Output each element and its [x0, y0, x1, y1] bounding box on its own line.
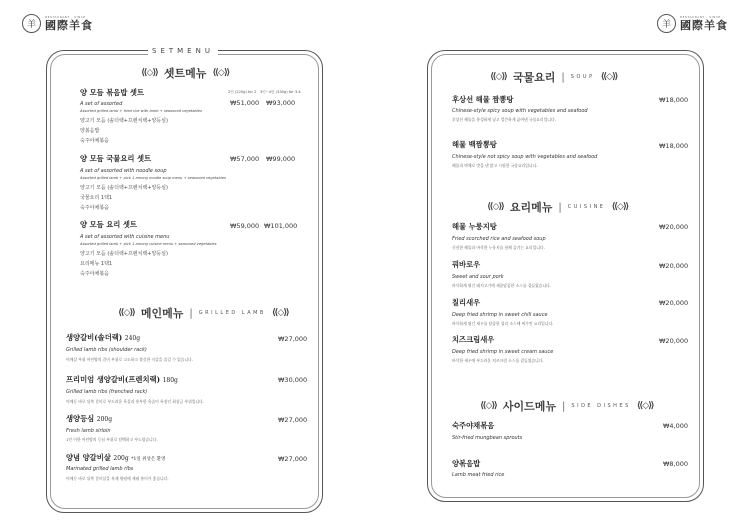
cuisine-item-desc: 바삭한 새우에 부드러운 치즈크림 소스를 곁들였습니다.	[452, 358, 544, 363]
brand-logo-left	[22, 14, 93, 33]
set-line: 숙주야채볶음	[80, 138, 109, 144]
cuisine-item-price: ₩20,000	[659, 223, 689, 231]
set-line: 양고기 모듬 (솔더랙+프렌치랙+양등심)	[80, 118, 168, 124]
set-item-en-detail: Assorted grilled lamb + pick 1 among noodle soup menu + seasoned vegetables	[80, 176, 226, 180]
col-header-3-4: 3인~4인 (330g) for 3-4	[260, 90, 301, 94]
ornament-icon: ⟪◇⟫	[141, 68, 158, 78]
soup-item-en: Chinese-style not spicy soup with vegetables and seafood	[452, 154, 598, 160]
cuisine-item-desc: 바삭하게 튀긴 돼지고기에 새콤달콤한 소스를 곁들였습니다.	[452, 283, 551, 288]
cuisine-item-desc: 바삭하게 튀긴 새우를 달콤한 칠리 소스에 버무린 요리입니다.	[452, 321, 554, 326]
set-item-en: A set of assorted with cuisine menu	[80, 234, 170, 240]
side-item-en: Stir-fried mungbean sprouts	[452, 435, 523, 441]
set-line: 양고기 모듬 (솔더랙+프렌치랙+양등심)	[80, 251, 168, 257]
set-item-name: 양 모듬 국물요리 셋트	[80, 154, 152, 163]
side-item-name: 숙주야채볶음	[452, 421, 495, 430]
cuisine-item-name: 꿔바로우	[452, 260, 481, 269]
set-price-2: ₩51,000	[230, 99, 260, 107]
main-item-name: 생양갈비(솔더랙) 240g	[66, 333, 141, 342]
set-price-3-4: ₩93,000	[266, 99, 296, 107]
brand-seal: 羊	[22, 14, 41, 33]
setmenu-tag: SETMENU	[148, 47, 218, 55]
side-title: ⟪◇⟫ 사이드메뉴 | SIDE DISHES ⟪◇⟫	[480, 400, 654, 413]
ornament-icon: ⟪◇⟫	[487, 202, 504, 212]
set-item-en-detail: Assorted grilled lamb + pick 1 among cuisine menu + seasoned vegetables	[80, 242, 217, 246]
ornament-icon: ⟪◇⟫	[212, 68, 230, 78]
side-item-price: ₩8,000	[663, 460, 689, 468]
brand-sub: RESTAURANT · SINCE	[45, 15, 86, 19]
cuisine-item-price: ₩20,000	[659, 337, 689, 345]
set-line: 양고기 모듬 (솔더랙+프렌치랙+양등심)	[80, 185, 168, 191]
set-line: 숙주야채볶음	[80, 271, 109, 277]
main-item-en: Fresh lamb sirloin	[66, 428, 111, 434]
set-line: 요리메뉴 1택1	[80, 261, 113, 267]
ornament-icon: ⟪◇⟫	[636, 401, 654, 411]
side-item-name: 양볶음밥	[452, 459, 481, 468]
brand-sub: RESTAURANT · SINCE	[680, 15, 721, 19]
set-line: 숙주야채볶음	[80, 205, 109, 211]
ornament-icon: ⟪◇⟫	[480, 401, 497, 411]
main-item-desc: 1인 이한 어린양의 등심 부위로 담백하고 부드럽습니다.	[66, 437, 158, 442]
soup-item-price: ₩18,000	[659, 142, 689, 150]
main-item-name: 양념 양갈비살 200g *1일 위상은 환영	[66, 453, 166, 462]
soup-item-en: Chinese-style spicy soup with vegetables and seafood	[452, 108, 588, 114]
main-item-desc: 어깨살 부위 어린양의 갈비 부위로 고소하고 쫄깃한 식감을 즐길 수 있습니다.	[66, 357, 193, 362]
brand-name: 國際羊食	[680, 19, 728, 32]
cuisine-item-name: 치즈크림새우	[452, 335, 495, 344]
ornament-icon: ⟪◇⟫	[490, 72, 507, 82]
soup-item-name: 후상선 해물 짬뽕탕	[452, 95, 514, 104]
cuisine-item-price: ₩20,000	[659, 262, 689, 270]
main-item-name: 생양등심 200g	[66, 414, 113, 423]
cuisine-item-name: 칠리새우	[452, 298, 481, 307]
set-menu-title: ⟪◇⟫ 셋트메뉴 ⟪◇⟫	[141, 67, 230, 80]
main-item-price: ₩27,000	[278, 335, 308, 343]
set-price-2: ₩59,000	[230, 222, 260, 230]
brand-seal: 羊	[657, 14, 676, 33]
main-item-en: Grilled lamb ribs (frenched rack)	[66, 389, 148, 395]
set-price-3-4: ₩101,000	[264, 222, 298, 230]
set-item-name: 양 모듬 요리 셋트	[80, 220, 137, 229]
brand-logo-right	[657, 14, 728, 33]
set-line: 국물요리 1택1	[80, 195, 113, 201]
set-price-3-4: ₩99,000	[266, 155, 296, 163]
ornament-icon: ⟪◇⟫	[600, 72, 618, 82]
soup-item-name: 해물 백짬뽕탕	[452, 140, 497, 149]
set-item-en: A set of assorted with noodle soup	[80, 168, 167, 174]
main-item-name: 프리미엄 생양갈비(프렌치랙) 180g	[66, 375, 178, 384]
main-item-en: Marinated grilled lamb ribs	[66, 466, 134, 472]
soup-item-desc: 해물과 야채로 맛을 낸 맑고 시원한 국물요리입니다.	[452, 163, 538, 168]
main-item-en: Grilled lamb ribs (shoulder rack)	[66, 347, 147, 353]
soup-item-price: ₩18,000	[659, 96, 689, 104]
cuisine-title: ⟪◇⟫ 요리메뉴 | CUISINE ⟪◇⟫	[487, 201, 629, 214]
main-item-price: ₩27,000	[278, 455, 308, 463]
cuisine-item-en: Deep fried shrimp in sweet chili sauce	[452, 312, 548, 318]
set-item-name: 양 모듬 볶음밥 셋트	[80, 88, 145, 97]
ornament-icon: ⟪◇⟫	[611, 202, 629, 212]
main-item-desc: 어깨등 바로 뒤쪽 갈비로 부드러운 육질과 풍부한 육즙이 특징인 최상급 부위입니다.	[66, 399, 204, 404]
cuisine-item-price: ₩20,000	[659, 299, 689, 307]
soup-item-desc: 후상선 해물을 풍성하게 넣고 얼큰하게 끓여낸 국물요리입니다.	[452, 117, 556, 122]
cuisine-item-en: Deep fried shrimp in sweet cream sauce	[452, 349, 554, 355]
main-item-desc: 어깨등 바로 뒤쪽 갈비살을 특제 양념에 재워 풍미가 좋습니다.	[66, 476, 169, 481]
main-item-price: ₩27,000	[278, 416, 308, 424]
cuisine-item-en: Sweet and sour pork	[452, 274, 504, 280]
main-item-price: ₩30,000	[278, 376, 308, 384]
soup-title: ⟪◇⟫ 국물요리 | SOUP ⟪◇⟫	[490, 71, 618, 84]
brand-name: 國際羊食	[45, 19, 93, 32]
side-item-price: ₩4,000	[663, 422, 689, 430]
main-menu-title: ⟪◇⟫ 메인메뉴 | GRILLED LAMB ⟪◇⟫	[118, 307, 289, 320]
cuisine-item-desc: 신선한 해물과 바삭한 누룽지를 함께 즐기는 요리입니다.	[452, 245, 545, 250]
side-item-en: Lamb meat fried rice	[452, 472, 505, 478]
ornament-icon: ⟪◇⟫	[118, 308, 135, 318]
cuisine-item-en: Fried scorched rice and seafood soup	[452, 236, 546, 242]
cuisine-item-name: 해물 누룽지탕	[452, 222, 497, 231]
ornament-icon: ⟪◇⟫	[271, 308, 289, 318]
col-header-2: 2인 (220g) for 2	[228, 90, 257, 94]
set-price-2: ₩57,000	[230, 155, 260, 163]
set-item-en: A set of assorted	[80, 101, 123, 107]
set-item-en-detail: Assorted grilled lamb + fried rice with lamb + seasoned vegetables	[80, 109, 202, 113]
set-line: 양볶음밥	[80, 128, 100, 134]
